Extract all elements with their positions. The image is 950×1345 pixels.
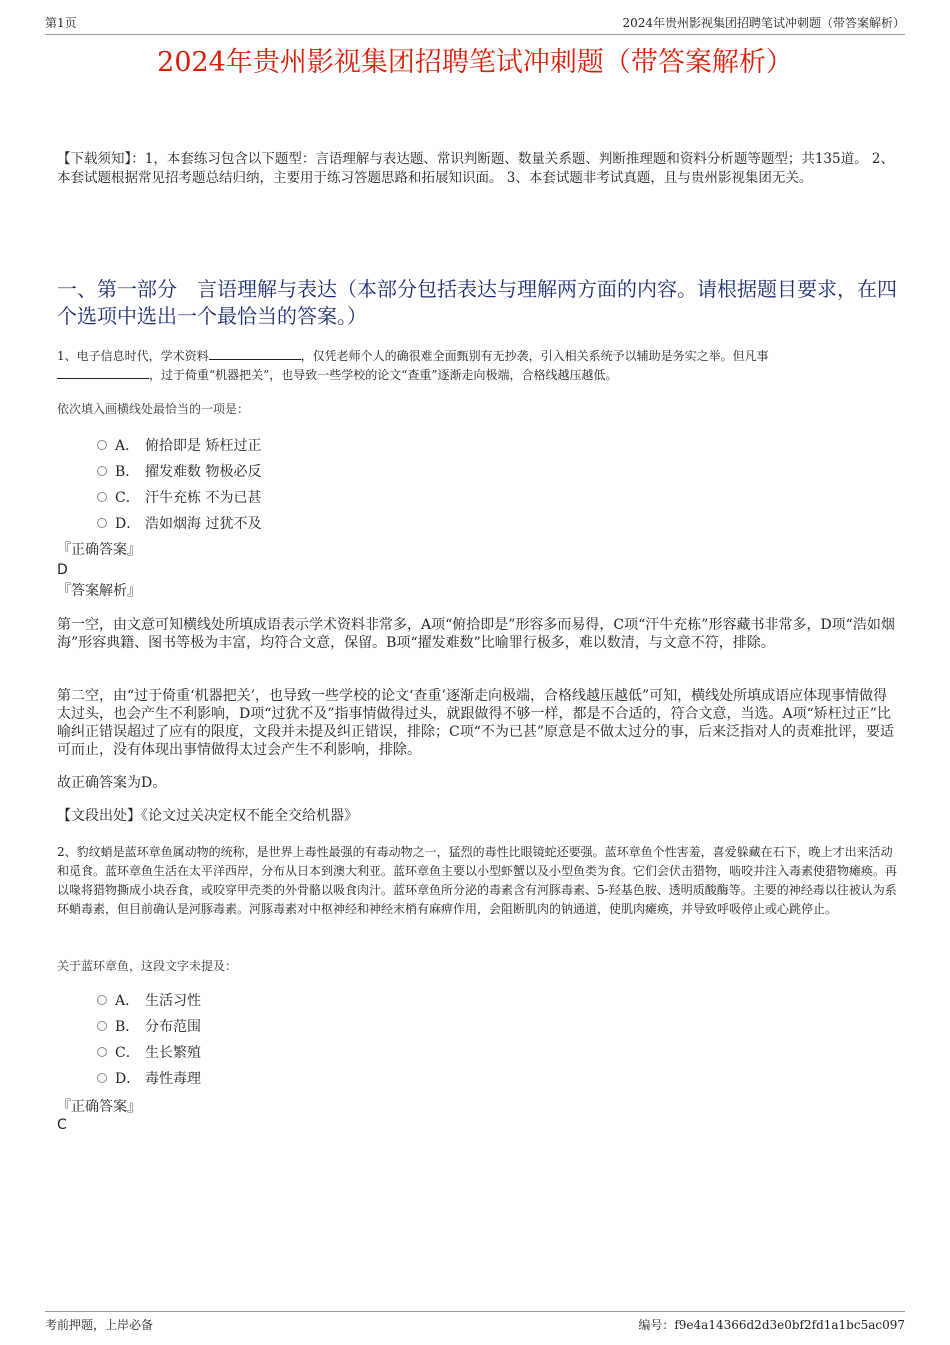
analysis-label: 『答案解析』 (57, 583, 141, 599)
analysis-conclusion: 故正确答案为D。 (57, 775, 167, 791)
page-header (45, 14, 905, 35)
option-b[interactable]: B． 分布范围 (97, 1014, 201, 1040)
download-notice: 【下载须知】：1，本套练习包含以下题型：言语理解与表达题、常识判断题、数量关系题、判断推理题和资料分析题等题型；共135道。 2、本套试题根据常见招考题总结归纳，主要用于练习答题思路和拓展知识面。 3、本套试题非考试真题，且与贵州影视集团无关。 (57, 151, 894, 186)
option-d[interactable]: D． 毒性毒理 (97, 1066, 201, 1092)
answer-value: C (57, 1117, 67, 1133)
question-1-instruction: 依次填入画横线处最恰当的一项是： (57, 402, 250, 416)
radio-icon[interactable] (97, 1021, 107, 1031)
option-a[interactable]: A． 生活习性 (97, 988, 201, 1014)
option-a[interactable]: A． 俯拾即是 矫枉过正 (97, 433, 261, 459)
question-1-text: 1、电子信息时代，学术资料 ，仅凭老师个人的确很难全面甄别有无抄袭，引入相关系统予以辅助是务实之举。但凡事 ，过于倚重“机器把关”，也导致一些学校的论文“查重”逐渐走向极端，合格线越压越低。 (57, 349, 769, 382)
fill-blank-2[interactable] (57, 366, 149, 379)
question-1-options (97, 433, 261, 537)
footer-doc-id: 编号：f9e4a14366d2d3e0bf2fd1a1bc5ac097 (638, 1318, 905, 1332)
radio-icon[interactable] (97, 492, 107, 502)
header-doc-title: 2024年贵州影视集团招聘笔试冲刺题（带答案解析） (622, 16, 905, 30)
radio-icon[interactable] (97, 518, 107, 528)
analysis-paragraph: 第二空，由“过于倚重‘机器把关’，也导致一些学校的论文‘查重’逐渐走向极端，合格线越压越低”可知，横线处所填成语应体现事情做得太过头，也会产生不利影响，D项“过犹不及”指事情做得过头，就跟做得不够一样，都是不合适的，符合文意，当选。A项“矫枉过正”比喻纠正错误超过了应有的限度，文段并未提及纠正错误，排除；C项“不为已甚”原意是不做太过分的事，后来泛指对人的责难批评，要适可而止，没有体现出事情做得太过会产生不利影响，排除。 (57, 688, 895, 758)
question-2-instruction: 关于蓝环章鱼，这段文字未提及： (57, 959, 238, 973)
analysis-paragraph: 第一空，由文意可知横线处所填成语表示学术资料非常多，A项“俯拾即是”形容多而易得，C项“汗牛充栋”形容藏书非常多，D项“浩如烟海”形容典籍、图书等极为丰富，均符合文意，保留。B项“擢发难数”比喻罪行极多，难以数清，与文意不符，排除。 (57, 617, 895, 651)
footer-slogan: 考前押题，上岸必备 (45, 1318, 154, 1332)
option-b[interactable]: B． 擢发难数 物极必反 (97, 459, 261, 485)
page-footer (45, 1311, 905, 1332)
radio-icon[interactable] (97, 440, 107, 450)
section-heading: 一、第一部分 言语理解与表达（本部分包括表达与理解两方面的内容。请根据题目要求，在四个选项中选出一个最恰当的答案。） (57, 277, 897, 328)
answer-value: D (57, 562, 68, 578)
question-2-text: 2、豹纹蛸是蓝环章鱼属动物的统称，是世界上毒性最强的有毒动物之一，猛烈的毒性比眼镜蛇还要强。蓝环章鱼个性害羞，喜爱躲藏在石下，晚上才出来活动和觅食。蓝环章鱼生活在太平洋西岸，分布从日本到澳大利亚。蓝环章鱼主要以小型虾蟹以及小型鱼类为食。它们会伏击猎物，啮咬并注入毒素使猎物瘫痪。再以喙将猎物撕成小块吞食，或咬穿甲壳类的外骨骼以吸食肉汁。蓝环章鱼所分泌的毒素含有河豚毒素、5-羟基色胺、透明质酸酶等。主要的神经毒以往被认为系环蛸毒素，但目前确认是河豚毒素。河豚毒素对中枢神经和神经末梢有麻痹作用，会阻断肌肉的钠通道，使肌肉瘫痪，并导致呼吸停止或心跳停止。 (57, 845, 898, 916)
question-2-options (97, 988, 201, 1092)
option-d[interactable]: D． 浩如烟海 过犹不及 (97, 511, 261, 537)
fill-blank-1[interactable] (209, 347, 301, 360)
radio-icon[interactable] (97, 995, 107, 1005)
answer-label: 『正确答案』 (57, 1099, 141, 1115)
radio-icon[interactable] (97, 1073, 107, 1083)
option-c[interactable]: C． 汗牛充栋 不为已甚 (97, 485, 261, 511)
source-citation: 【文段出处】《论文过关决定权不能全交给机器》 (57, 808, 358, 824)
page-title: 2024年贵州影视集团招聘笔试冲刺题（带答案解析） (157, 47, 793, 78)
radio-icon[interactable] (97, 466, 107, 476)
option-c[interactable]: C． 生长繁殖 (97, 1040, 201, 1066)
radio-icon[interactable] (97, 1047, 107, 1057)
page-number: 第1页 (45, 16, 77, 30)
answer-label: 『正确答案』 (57, 542, 141, 558)
